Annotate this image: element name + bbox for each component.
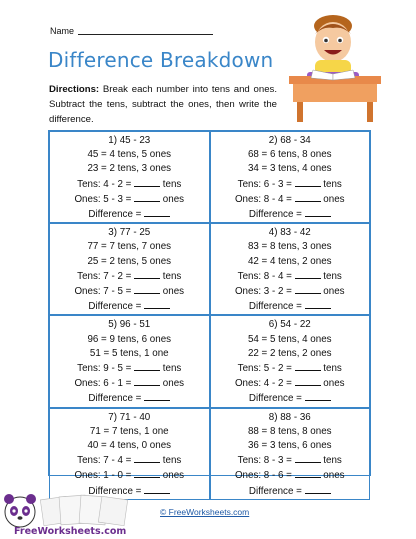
tens-line: Tens: 7 - 2 = tens (77, 270, 182, 282)
answer-blank[interactable] (305, 207, 331, 217)
problem-heading: 5) 96 - 51 (108, 319, 151, 331)
answer-blank[interactable] (295, 177, 321, 187)
problem-cell (49, 131, 210, 223)
answer-blank[interactable] (144, 299, 170, 309)
tens-ones-line: 42 = 4 tens, 2 ones (247, 255, 332, 267)
tens-ones-line: 83 = 8 tens, 3 ones (247, 241, 332, 253)
tens-ones-line: 40 = 4 tens, 0 ones (87, 440, 172, 452)
answer-blank[interactable] (295, 361, 321, 371)
tens-line: Tens: 9 - 5 = tens (77, 363, 182, 375)
logo-text: FreeWorksheets.com (14, 526, 127, 537)
tens-ones-line: 68 = 6 tens, 8 ones (247, 149, 332, 161)
ones-line: Ones: 8 - 4 = ones (234, 193, 345, 205)
problem-cell (210, 223, 371, 315)
difference-line: Difference = (211, 299, 370, 314)
answer-blank[interactable] (295, 284, 321, 294)
difference-line: Difference = (211, 391, 370, 406)
ones-line: Ones: 3 - 2 = ones (234, 286, 345, 298)
tens-line: Tens: 8 - 4 = tens (237, 270, 342, 282)
tens-ones-line: 88 = 8 tens, 8 ones (247, 425, 332, 437)
problem-heading: 1) 45 - 23 (108, 135, 151, 146)
difference-line: Difference = (50, 391, 209, 406)
difference-line: Difference = (50, 207, 209, 222)
tens-ones-line: 25 = 2 tens, 5 ones (87, 255, 172, 267)
difference-line: Difference = (211, 207, 370, 222)
copyright-link[interactable]: © FreeWorksheets.com (160, 507, 250, 517)
tens-ones-line: 45 = 4 tens, 5 ones (87, 149, 172, 161)
ones-line: Ones: 6 - 1 = ones (74, 378, 185, 390)
ones-line: Ones: 1 - 0 = ones (74, 470, 185, 482)
page-title: Difference Breakdown (48, 48, 274, 72)
problem-cell (49, 223, 210, 315)
problem-cell (49, 408, 210, 500)
answer-blank[interactable] (134, 284, 160, 294)
answer-blank[interactable] (295, 376, 321, 386)
answer-blank[interactable] (144, 391, 170, 401)
name-label: Name (50, 26, 75, 36)
answer-blank[interactable] (305, 484, 331, 494)
difference-line: Difference = (50, 484, 209, 499)
answer-blank[interactable] (305, 391, 331, 401)
answer-blank[interactable] (295, 269, 321, 279)
problem-cell (210, 131, 371, 223)
problem-grid (48, 130, 371, 497)
problem-cell (210, 315, 371, 407)
directions-label: Directions: (49, 84, 100, 95)
answer-blank[interactable] (295, 453, 321, 463)
name-field (50, 26, 213, 36)
tens-ones-line: 34 = 3 tens, 4 ones (247, 163, 332, 175)
answer-blank[interactable] (134, 453, 160, 463)
problem-heading: 8) 88 - 36 (268, 411, 311, 423)
tens-line: Tens: 5 - 2 = tens (237, 363, 342, 375)
answer-blank[interactable] (134, 468, 160, 478)
boy-at-desk-illustration (283, 12, 388, 124)
problem-heading: 7) 71 - 40 (108, 411, 151, 423)
answer-blank[interactable] (144, 207, 170, 217)
tens-ones-line: 51 = 5 tens, 1 one (89, 347, 169, 359)
problem-heading: 3) 77 - 25 (108, 227, 151, 239)
directions-text: Break each number into tens and ones. Subtract the tens, subtract the ones, then write the difference. (49, 84, 277, 125)
ones-line: Ones: 8 - 6 = ones (234, 470, 345, 482)
answer-blank[interactable] (134, 269, 160, 279)
tens-ones-line: 23 = 2 tens, 3 ones (87, 163, 172, 175)
ones-line: Ones: 4 - 2 = ones (234, 378, 345, 390)
tens-ones-line: 77 = 7 tens, 7 ones (87, 241, 172, 253)
answer-blank[interactable] (134, 361, 160, 371)
answer-blank[interactable] (144, 484, 170, 494)
tens-line: Tens: 6 - 3 = tens (237, 178, 342, 190)
problem-heading: 6) 54 - 22 (268, 319, 311, 331)
tens-ones-line: 71 = 7 tens, 1 one (89, 425, 169, 437)
tens-line: Tens: 4 - 2 = tens (77, 178, 182, 190)
tens-line: Tens: 8 - 3 = tens (237, 455, 342, 467)
tens-line: Tens: 7 - 4 = tens (77, 455, 182, 467)
problem-cell (49, 315, 210, 407)
answer-blank[interactable] (295, 468, 321, 478)
tens-ones-line: 36 = 3 tens, 6 ones (247, 440, 332, 452)
problem-heading: 2) 68 - 34 (268, 135, 311, 146)
tens-ones-line: 54 = 5 tens, 4 ones (247, 333, 332, 345)
answer-blank[interactable] (305, 299, 331, 309)
tens-ones-line: 96 = 9 tens, 6 ones (87, 333, 172, 345)
problem-cell (210, 408, 371, 500)
tens-ones-line: 22 = 2 tens, 2 ones (247, 347, 332, 359)
ones-line: Ones: 5 - 3 = ones (74, 193, 185, 205)
answer-blank[interactable] (295, 192, 321, 202)
answer-blank[interactable] (134, 177, 160, 187)
problem-heading: 4) 83 - 42 (268, 227, 311, 239)
directions (49, 82, 277, 127)
name-blank[interactable] (78, 34, 213, 35)
answer-blank[interactable] (134, 192, 160, 202)
difference-line: Difference = (50, 299, 209, 314)
ones-line: Ones: 7 - 5 = ones (74, 286, 185, 298)
answer-blank[interactable] (134, 376, 160, 386)
difference-line: Difference = (211, 484, 370, 499)
